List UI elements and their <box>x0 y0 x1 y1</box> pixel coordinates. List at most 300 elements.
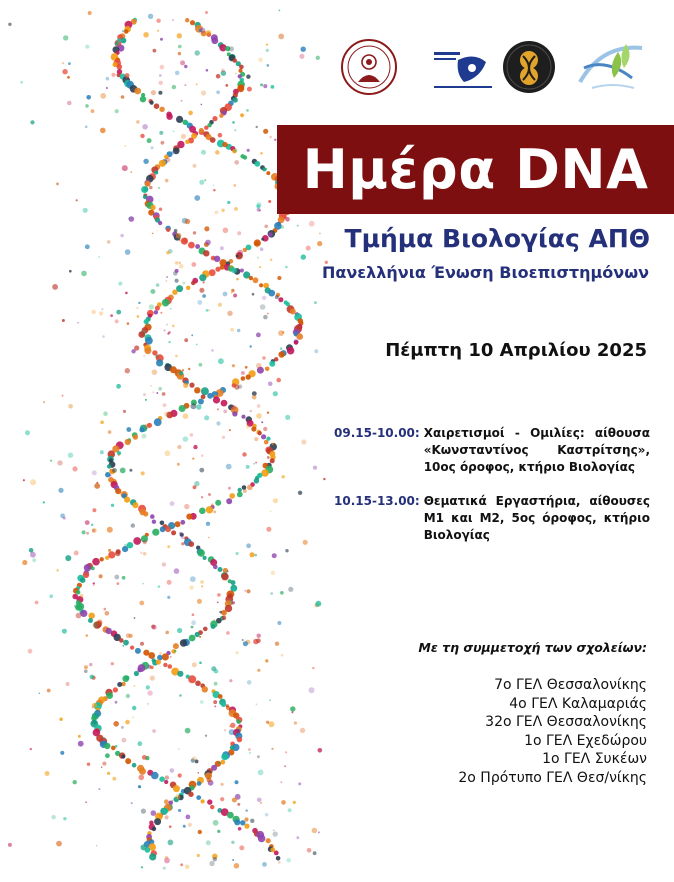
dna-dot <box>101 308 103 310</box>
dna-dot <box>202 398 204 400</box>
dna-dot <box>170 501 175 506</box>
dna-dot <box>57 460 62 465</box>
dna-dot <box>125 439 131 445</box>
dna-dot <box>132 717 134 719</box>
dna-dot <box>140 96 146 102</box>
dna-dot <box>156 392 158 394</box>
dna-dot <box>194 195 200 201</box>
dna-dot <box>122 576 126 580</box>
dna-dot <box>99 574 103 578</box>
dna-dot <box>156 283 160 287</box>
schedule-item <box>334 425 650 476</box>
dna-dot <box>272 553 277 558</box>
dna-dot <box>250 819 254 823</box>
dna-dot <box>221 400 228 407</box>
dna-dot <box>285 266 288 269</box>
dna-dot <box>229 46 234 51</box>
dna-dot <box>113 687 118 692</box>
dna-dot <box>151 810 157 816</box>
dna-dot <box>275 295 279 299</box>
schedule-item <box>334 493 650 544</box>
dna-dot <box>237 329 240 332</box>
dna-dot <box>166 276 168 278</box>
dna-dot <box>183 282 186 285</box>
dna-dot <box>272 443 274 445</box>
dna-dot <box>288 587 293 592</box>
dna-dot <box>309 687 315 693</box>
dna-dot <box>158 387 162 391</box>
dna-dot <box>116 384 121 389</box>
dna-dot <box>222 142 227 147</box>
dna-dot <box>133 502 139 508</box>
dna-dot <box>188 823 192 827</box>
dna-dot <box>203 250 209 256</box>
dna-dot <box>251 426 256 431</box>
dna-dot <box>221 783 224 786</box>
dna-dot <box>143 552 146 555</box>
dna-dot <box>105 611 110 616</box>
dna-dot <box>267 64 270 67</box>
dna-dot <box>98 788 100 790</box>
dna-dot <box>160 526 166 532</box>
dna-dot <box>143 32 149 38</box>
dna-dot <box>120 468 126 474</box>
dna-dot <box>159 107 164 112</box>
dna-dot <box>76 613 82 619</box>
dna-dot <box>56 841 62 847</box>
dna-dot <box>50 460 52 462</box>
dna-dot <box>132 706 136 710</box>
dna-dot <box>117 582 120 585</box>
dna-dot <box>211 624 216 629</box>
dna-dot <box>115 488 121 494</box>
dna-dot <box>213 184 215 186</box>
dna-dot <box>230 723 235 728</box>
dna-dot <box>232 121 235 124</box>
dna-dot <box>96 482 98 484</box>
dna-dot <box>103 411 108 416</box>
dna-dot <box>247 149 250 152</box>
dna-dot <box>301 47 306 52</box>
dna-dot <box>266 527 271 532</box>
dna-dot <box>145 399 147 401</box>
dna-dot <box>134 88 141 95</box>
dna-dot <box>188 792 193 797</box>
dna-dot <box>199 180 204 185</box>
dna-dot <box>260 304 266 310</box>
dna-dot <box>243 155 247 159</box>
dna-dot <box>96 845 98 847</box>
dna-dot <box>76 590 80 594</box>
biology-school-icon <box>500 38 558 96</box>
dna-dot <box>227 812 234 819</box>
dna-dot <box>258 835 266 843</box>
dna-dot <box>221 753 228 760</box>
dna-dot <box>186 286 190 290</box>
dna-dot <box>99 311 103 315</box>
dna-dot <box>220 246 224 250</box>
dna-dot <box>20 81 23 84</box>
dna-dot <box>185 728 191 734</box>
dna-dot <box>188 242 195 249</box>
dna-dot <box>238 384 242 388</box>
dna-dot <box>177 463 180 466</box>
dna-dot <box>314 301 317 304</box>
dna-dot <box>206 69 209 72</box>
dna-dot <box>179 532 182 535</box>
dna-dot <box>191 262 196 267</box>
dna-dot <box>158 91 162 95</box>
dna-dot <box>63 35 68 40</box>
dna-dot <box>157 30 159 32</box>
dna-dot <box>247 87 252 92</box>
dna-dot <box>152 520 156 524</box>
dna-dot <box>85 104 89 108</box>
dna-dot <box>241 376 246 381</box>
dna-dot <box>113 721 119 727</box>
dna-dot <box>268 232 272 236</box>
dna-dot <box>126 427 131 432</box>
dna-dot <box>203 556 207 560</box>
dna-dot <box>124 544 128 548</box>
dna-dot <box>57 569 59 571</box>
dna-dot <box>252 395 257 400</box>
dna-dot <box>125 758 131 764</box>
dna-dot <box>204 226 209 231</box>
dna-dot <box>260 802 262 804</box>
dna-dot <box>237 250 243 256</box>
department-title: Τμήμα Βιολογίας ΑΠΘ <box>344 224 650 253</box>
dna-dot <box>231 289 234 292</box>
dna-dot <box>68 453 73 458</box>
dna-dot <box>183 383 188 388</box>
dna-dot <box>181 536 185 540</box>
dna-dot <box>188 111 193 116</box>
school-item: 2ο Πρότυπο ΓΕΛ Θεσ/νίκης <box>458 769 647 786</box>
dna-dot <box>115 551 121 557</box>
dna-dot <box>314 349 318 353</box>
dna-dot <box>221 209 224 212</box>
dna-dot <box>234 129 236 131</box>
dna-dot <box>268 200 271 203</box>
dna-dot <box>246 543 251 548</box>
dna-dot <box>240 820 245 825</box>
dna-dot <box>181 542 184 545</box>
dna-dot <box>132 763 137 768</box>
dna-dot <box>161 141 165 145</box>
dna-dot <box>150 385 152 387</box>
dna-dot <box>8 23 11 26</box>
dna-dot <box>258 58 263 63</box>
dna-dot <box>185 121 189 125</box>
dna-dot <box>185 140 189 144</box>
dna-dot <box>126 633 131 638</box>
dna-dot <box>82 530 86 534</box>
school-item: 4ο ΓΕΛ Καλαμαριάς <box>509 695 647 712</box>
dna-dot <box>175 269 179 273</box>
dna-dot <box>23 479 25 481</box>
dna-dot <box>196 83 198 85</box>
dna-dot <box>178 45 182 49</box>
dna-dot <box>290 706 295 711</box>
dna-dot <box>133 685 135 687</box>
dna-dot <box>206 522 210 526</box>
dna-dot <box>143 355 145 357</box>
dna-dot <box>195 244 200 249</box>
dna-dot <box>296 333 303 340</box>
dna-dot <box>164 780 168 784</box>
dna-dot <box>107 527 113 533</box>
dna-dot <box>216 74 221 79</box>
dna-dot <box>193 231 196 234</box>
dna-dot <box>123 410 126 413</box>
dna-dot <box>195 681 201 687</box>
dna-dot <box>281 800 286 805</box>
dna-dot <box>210 137 216 143</box>
dna-dot <box>232 364 235 367</box>
dna-dot <box>230 328 234 332</box>
dna-dot <box>150 666 154 670</box>
dna-dot <box>115 745 118 748</box>
dna-dot <box>30 479 36 485</box>
dna-dot <box>201 799 205 803</box>
dna-dot <box>131 523 135 527</box>
dna-dot <box>181 238 188 245</box>
dna-dot <box>74 551 79 556</box>
dna-dot <box>162 562 166 566</box>
dna-dot <box>257 404 261 408</box>
dna-dot <box>285 549 288 552</box>
dna-dot <box>125 249 131 255</box>
dna-dot <box>166 228 170 232</box>
dna-dot <box>227 571 229 573</box>
dna-dot <box>30 120 34 124</box>
dna-dot <box>206 506 213 513</box>
dna-dot <box>300 728 305 733</box>
dna-dot <box>147 703 149 705</box>
dna-dot <box>139 601 144 606</box>
dna-dot <box>166 324 168 326</box>
dna-dot <box>297 225 299 227</box>
dna-dot <box>200 700 204 704</box>
dna-dot <box>76 199 78 201</box>
dna-dot <box>142 434 147 439</box>
dna-dot <box>217 593 221 597</box>
dna-dot <box>142 755 147 760</box>
dna-dot <box>236 651 239 654</box>
dna-dot <box>287 347 295 355</box>
dna-dot <box>165 179 169 183</box>
dna-dot <box>175 261 179 265</box>
dna-dot <box>221 69 225 73</box>
dna-dot <box>152 233 154 235</box>
dna-dot <box>273 829 275 831</box>
dna-dot <box>124 29 129 34</box>
dna-dot <box>166 114 172 120</box>
dna-dot <box>88 11 92 15</box>
dna-dot <box>89 663 92 666</box>
dna-dot <box>142 124 148 130</box>
dna-dot <box>124 497 130 503</box>
dna-dot <box>203 281 205 283</box>
dna-dot <box>278 297 283 302</box>
dna-dot <box>204 126 208 130</box>
dna-dot <box>150 514 155 519</box>
dna-dot <box>260 83 263 86</box>
dna-dot <box>232 411 237 416</box>
dna-dot <box>83 208 88 213</box>
dna-dot <box>93 582 95 584</box>
dna-dot <box>165 815 169 819</box>
dna-dot <box>316 601 322 607</box>
dna-dot <box>294 721 297 724</box>
dna-dot <box>267 456 270 459</box>
dna-dot <box>127 542 133 548</box>
dna-dot <box>164 799 169 804</box>
schools-list <box>458 676 647 788</box>
dna-dot <box>80 594 84 598</box>
dna-dot <box>77 322 79 324</box>
dna-dot <box>180 520 185 525</box>
dna-dot <box>281 225 284 228</box>
dna-dot <box>162 653 169 660</box>
dna-dot <box>191 281 195 285</box>
dna-dot <box>191 756 197 762</box>
dna-dot <box>265 367 270 372</box>
dna-dot <box>164 412 169 417</box>
dna-dot <box>160 521 165 526</box>
dna-dot <box>115 319 119 323</box>
dna-dot <box>179 262 181 264</box>
dna-dot <box>140 642 144 646</box>
dna-dot <box>93 585 95 587</box>
dna-dot <box>269 361 275 367</box>
dna-dot <box>291 711 293 713</box>
dna-dot <box>253 463 255 465</box>
dna-dot <box>194 481 199 486</box>
dna-dot <box>285 217 290 222</box>
dna-dot <box>100 421 104 425</box>
dna-dot <box>231 841 234 844</box>
dna-dot <box>188 368 190 370</box>
dna-dot <box>244 817 248 821</box>
dna-dot <box>263 427 267 431</box>
dna-dot <box>109 474 111 476</box>
dna-dot <box>177 445 181 449</box>
dna-dot <box>232 859 234 861</box>
dna-dot <box>107 772 110 775</box>
dna-dot <box>226 631 230 635</box>
dna-dot <box>201 585 203 587</box>
dna-dot <box>159 74 162 77</box>
dna-dot <box>92 703 97 708</box>
dna-dot <box>126 694 130 698</box>
dna-dot <box>123 640 129 646</box>
dna-dot <box>167 596 170 599</box>
dna-dot <box>235 73 237 75</box>
dna-dot <box>153 49 157 53</box>
dna-dot <box>278 351 284 357</box>
dna-dot <box>176 116 183 123</box>
dna-dot <box>278 34 284 40</box>
dna-dot <box>213 189 215 191</box>
dna-dot <box>62 62 64 64</box>
dna-dot <box>147 690 152 695</box>
dna-dot <box>149 853 156 860</box>
dna-dot <box>117 64 123 70</box>
dna-dot <box>178 809 181 812</box>
dna-dot <box>227 311 232 316</box>
dna-dot <box>143 159 148 164</box>
logo-strip <box>332 38 652 100</box>
dna-dot <box>105 472 110 477</box>
dna-dot <box>166 805 169 808</box>
school-item: 1ο ΓΕΛ Εχεδώρου <box>524 732 647 749</box>
dna-dot <box>154 170 158 174</box>
dna-dot <box>276 856 281 861</box>
dna-dot <box>229 493 235 499</box>
dna-dot <box>191 626 194 629</box>
dna-dot <box>200 580 204 584</box>
dna-dot <box>85 520 90 525</box>
dna-dot <box>115 701 118 704</box>
dna-dot <box>234 819 240 825</box>
dna-dot <box>168 664 173 669</box>
dna-dot <box>118 282 122 286</box>
dna-dot <box>213 565 218 570</box>
dna-dot <box>137 315 140 318</box>
dna-dot <box>222 616 226 620</box>
dna-dot <box>233 294 237 298</box>
dna-dot <box>241 371 245 375</box>
dna-dot <box>218 358 224 364</box>
dna-dot <box>66 682 70 686</box>
dna-dot <box>47 689 51 693</box>
dna-dot <box>301 254 306 259</box>
dna-dot <box>101 766 103 768</box>
dna-dot <box>246 374 251 379</box>
dna-dot <box>218 567 223 572</box>
dna-dot <box>217 830 220 833</box>
dna-dot <box>119 638 124 643</box>
dna-dot <box>52 284 58 290</box>
dna-dot <box>167 580 172 585</box>
dna-dot <box>246 589 250 593</box>
dna-dot <box>179 371 183 375</box>
dna-dot <box>92 508 96 512</box>
dna-dot <box>257 634 261 638</box>
dna-dot <box>86 634 88 636</box>
dna-dot <box>178 52 181 55</box>
dna-dot <box>290 309 296 315</box>
dna-dot <box>256 245 259 248</box>
dna-dot <box>146 685 150 689</box>
dna-dot <box>43 401 45 403</box>
dna-dot <box>215 500 221 506</box>
dna-dot <box>274 851 279 856</box>
dna-dot <box>189 585 193 589</box>
dna-dot <box>114 575 119 580</box>
dna-dot <box>156 19 160 23</box>
dna-dot <box>67 101 72 106</box>
dna-dot <box>121 755 125 759</box>
dna-dot <box>121 38 127 44</box>
dna-dot <box>152 369 158 375</box>
dna-dot <box>151 772 159 780</box>
dna-dot <box>145 322 149 326</box>
dna-dot <box>279 10 281 12</box>
dna-dot <box>111 504 114 507</box>
